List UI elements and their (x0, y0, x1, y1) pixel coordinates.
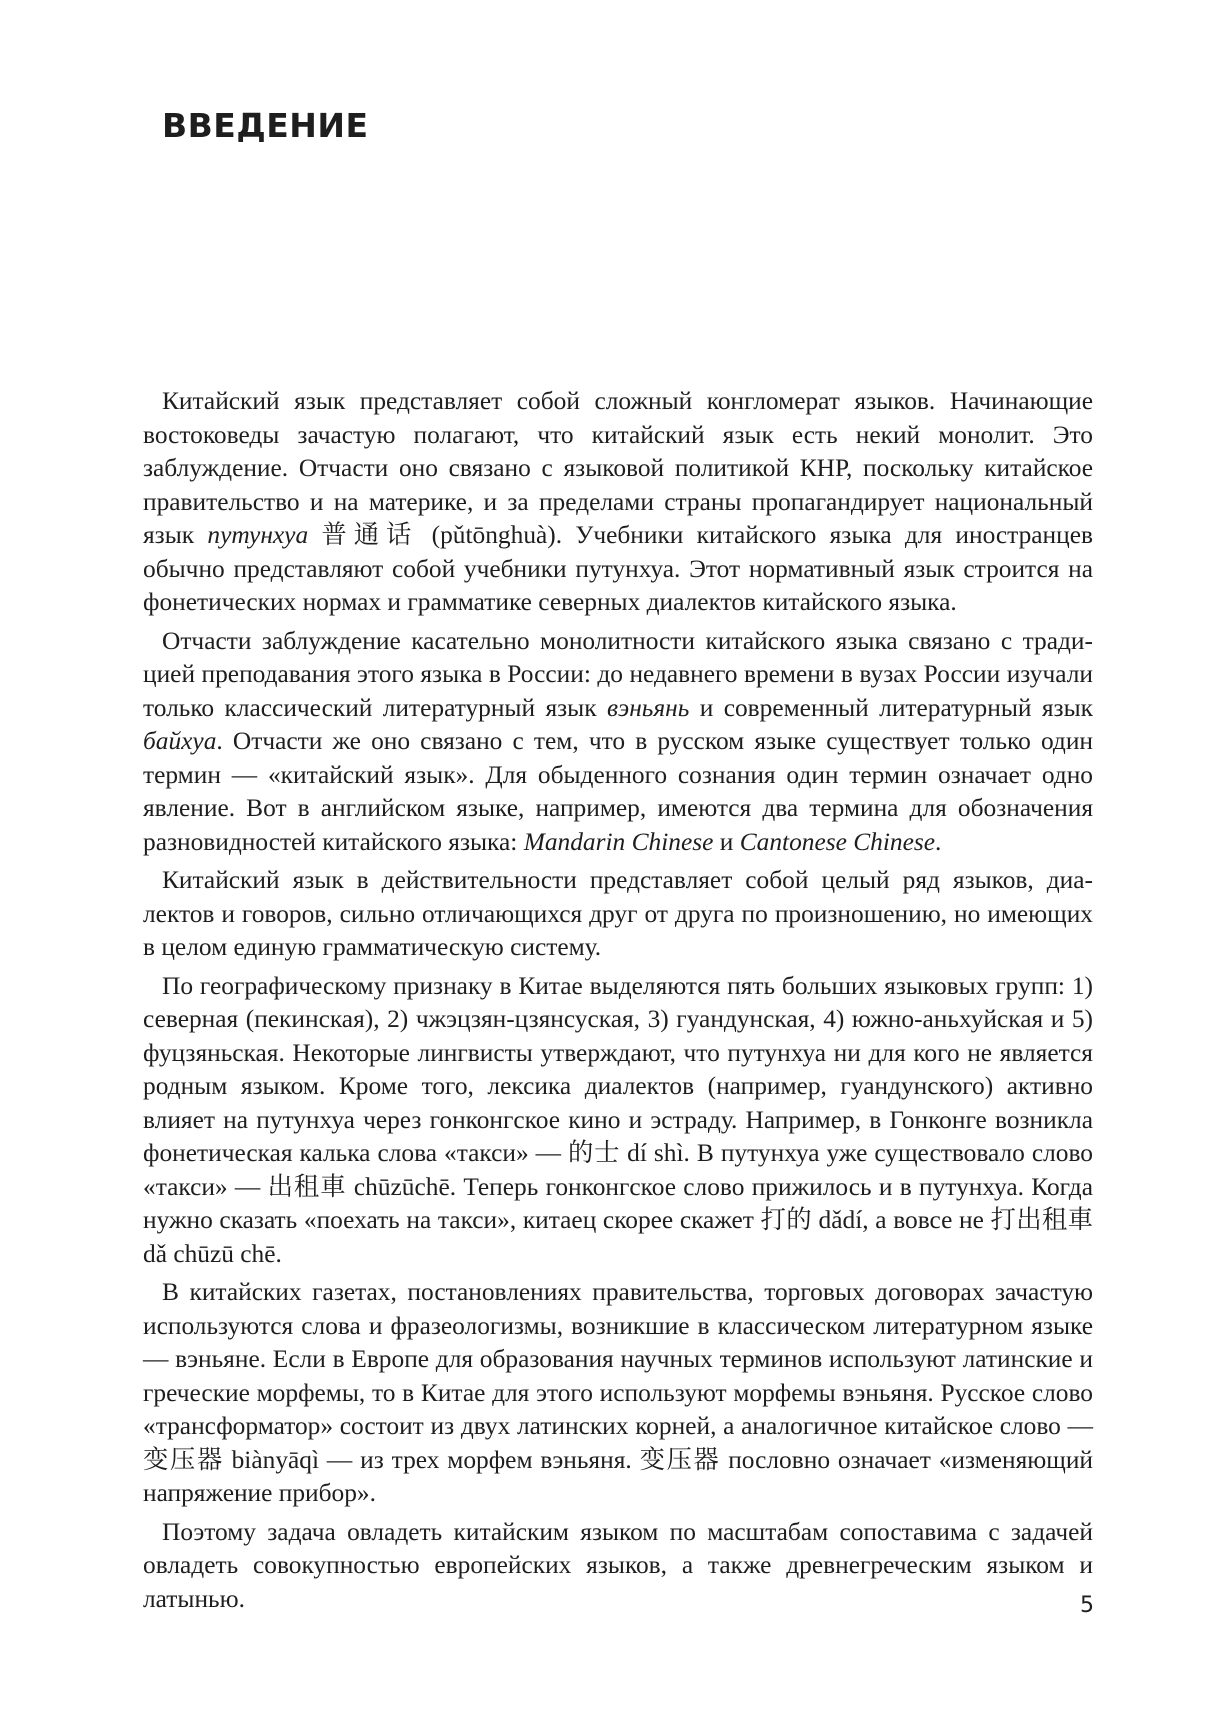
paragraph-text: Отчасти заблуждение касательно монолитности китайского языка связано с традицией преподавания этого языка в России: до недавнего времени в вузах России изучали только классический литературный язык (143, 626, 1093, 722)
paragraph-6: Поэтому задача овладеть китайским языком по масштабам сопоставима с задачей овладеть совокупностью европейских языков, а также древнегреческим языком и латынью. (143, 1517, 1093, 1613)
paragraph-text: . (935, 827, 942, 856)
body-text (143, 385, 1093, 1621)
paragraph-text: и современный литературный язык (689, 693, 1093, 722)
paragraph-3: Китайский язык в действительности представляет собой целый ряд языков, диалектов и говоров, сильно отличающихся друг от друга по произношению, но имеющих в целом единую грамматическую систему. (143, 866, 1093, 961)
paragraph-text: 普通话 (pǔtōnghuà). Учебники китайского языка для иностранцев обычно представляют собой учебники путунхуа. Этот нормативный язык строится на фонетических нормах и грамматике северных диалектов китайского языка. (143, 521, 1093, 616)
italic-term-putonghua: путунхуа (207, 521, 309, 549)
page-number: 5 (1080, 1593, 1094, 1618)
paragraph-1 (143, 385, 1093, 620)
italic-term-cantonese: Cantonese Chinese (739, 827, 936, 856)
paragraph-text: . Отчасти же оно связано с тем, что в русском языке существует только один термин — «китайский язык». Для обыденного сознания один термин означает одно явление. Вот в английском языке, например, имеются два термина для обозначения разновидностей китайского языка: (143, 727, 1093, 856)
paragraph-4: По географическому признаку в Китае выделяются пять больших языковых групп: 1) северная (пекинская), 2) чжэцзян-цзянсуская, 3) гуандунская, 4) южно-аньхуйская и 5) фуцзяньская. Некоторые лингвисты утверждают, что путунхуа ни для кого не является родным языком. Кроме того, лексика диалектов (например, гуандунского) активно влияет на путунхуа через гонконгское кино и эстраду. Например, в Гонконге возникла фонетическая калька слова «такси» — 的士 dí shì. В путунхуа уже существовало слово «такси» — 出租車 chūzūchē. Теперь гонконгское слово прижилось и в путунхуа. Когда нужно сказать «поехать на такси», китаец скорее скажет 打的 dǎdí, а вовсе не 打出租車 dǎ chūzū chē. (143, 971, 1093, 1268)
paragraph-text: Китайский язык представляет собой сложный конгломерат языков. Начинающие востоковеды зачастую полагают, что китайский язык есть некий монолит. Это заблуждение. Отчасти оно связано с языковой политикой КНР, поскольку китайское правительство и на материке, и за пределами страны пропагандирует национальный язык (143, 387, 1093, 549)
italic-term-baihua: байхуа (143, 727, 217, 755)
page-title: ВВЕДЕНИЕ (162, 106, 369, 145)
paragraph-2 (143, 625, 1093, 860)
paragraph-text: и (713, 827, 740, 856)
italic-term-wenyan: вэньянь (606, 693, 690, 722)
paragraph-5: В китайских газетах, постановлениях правительства, торговых договорах зачастую используются слова и фразеологизмы, возникшие в классическом литературном языке — вэньяне. Если в Европе для образования научных терминов используют латинские и греческие морфемы, то в Китае для этого используют морфемы вэньяня. Русское слово «трансформатор» состоит из двух латинских корней, а аналогичное китайское слово — 变压器 biànyāqì — из трех морфем вэньяня. 变压器 пословно означает «изменяющий напряжение прибор». (143, 1278, 1093, 1507)
italic-term-mandarin: Mandarin Chinese (523, 827, 714, 856)
